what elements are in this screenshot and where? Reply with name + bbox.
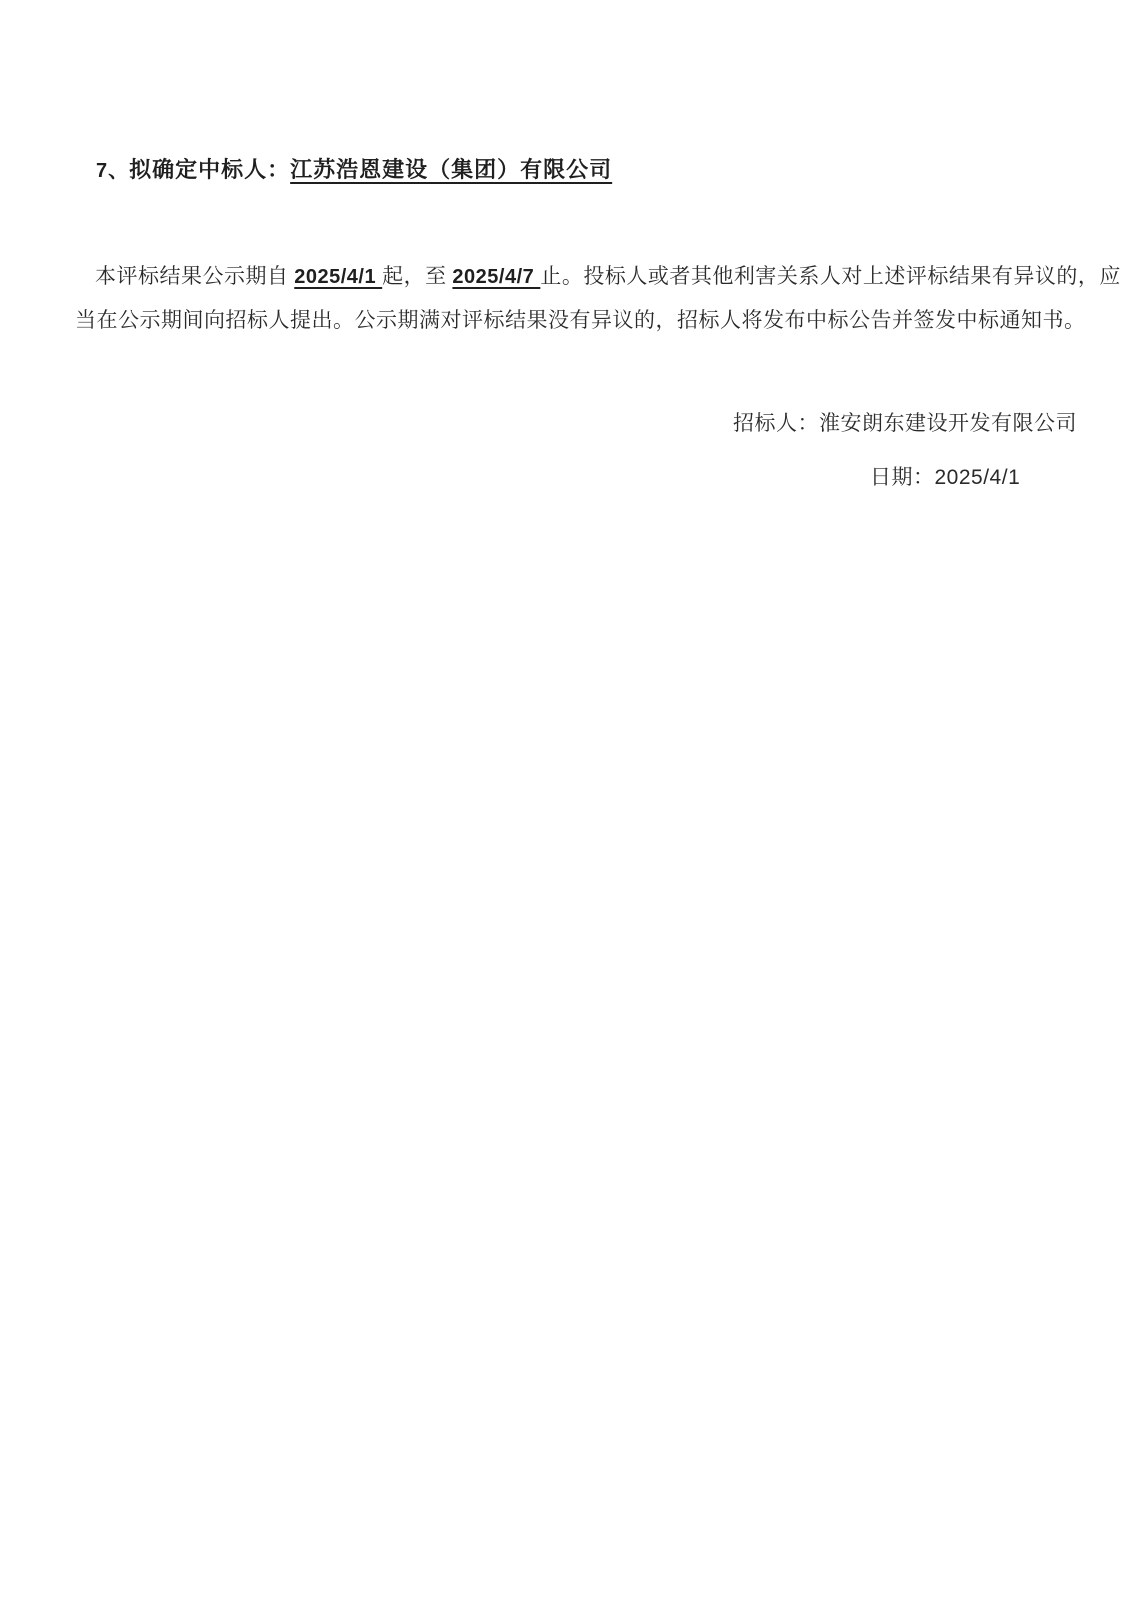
date-line [870,461,1020,491]
publicity-end-date: 2025/4/7 [452,266,541,288]
notice-text-segment: 本评标结果公示期自 [95,264,295,288]
heading-label: 拟确定中标人： [129,157,291,182]
date-label: 日期： [870,465,935,489]
notice-text-segment: 起，至 [382,264,453,288]
issuer-label: 招标人： [733,411,819,435]
notice-text-segment: 止。投标人或者其他利害关系人对上述评标结果有异议的，应 [540,264,1121,288]
section-heading [96,153,612,184]
heading-number: 7、 [96,160,130,182]
date-value: 2025/4/1 [934,466,1021,489]
notice-line-2: 当在公示期间向招标人提出。公示期满对评标结果没有异议的，招标人将发布中标公告并签发中标通知书。 [75,308,1086,332]
publicity-start-date: 2025/4/1 [294,266,383,288]
winning-bidder-name: 江苏浩恩建设（集团）有限公司 [290,157,613,182]
notice-line-1 [95,260,1121,290]
issuer-name: 淮安朗东建设开发有限公司 [819,411,1077,435]
issuer-line [733,407,1077,437]
